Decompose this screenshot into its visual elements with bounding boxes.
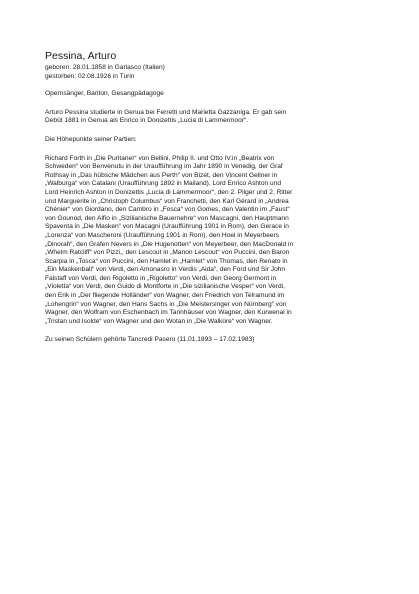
roles-line: „Walburga“ von Catalani (Uraufführung 1892 in Mailand), Lord Enrico Ashton und <box>45 180 282 188</box>
death-info: gestorben: 02.08.1926 in Turin <box>45 72 135 80</box>
intro-paragraph <box>45 109 385 126</box>
roles-line: „Whelm Ratcliff“ von Pizzi,, den Lescout in „Manon Lescout“ von Puccini, den Baron <box>45 249 290 257</box>
roles-line: Falstaff von Verdi, den Rigoletto in „Rigoletto“ von Verdi, den Georg Germont in <box>45 274 277 282</box>
roles-line: Richard Forth in „Die Puritaner“ von Bellini, Philip II. und Otto IV.in „Beatrix von <box>45 154 275 162</box>
roles-line: den Erik in „Der fliegende Holländer“ von Wagner, den Friedrich von Telramund im <box>45 292 285 300</box>
students-line: Zu seinen Schülern gehörte Tancredi Pasero (11.01.1893 – 17.02.1983) <box>45 336 255 344</box>
person-name-heading: Pessina, Arturo <box>45 50 117 62</box>
roles-line: Schweden“ von Benvenutu in der Uraufführung im Jahr 1890 in Venedig, der Graf <box>45 163 283 171</box>
document-page <box>45 50 385 345</box>
roles-line: Spaventa in „Die Masken“ von Macagni (Uraufführung 1901 in Rom), den Gerace in <box>45 223 289 231</box>
profession-line: Opernsänger, Bariton, Gesangpädagoge <box>45 90 164 98</box>
roles-line: Rothsay in „Das hübsche Mädchen aus Perth“ von Bizet, den Vincent Gellner in <box>45 171 278 179</box>
intro-line: Arturo Pessina studierte in Genua bei Ferretti und Marietta Gazzaniga. Er gab sein <box>45 108 287 116</box>
roles-line: „Lohengrin“ von Wagner, den Hans Sachs in „Die Meistersinger von Nürnberg“ von <box>45 300 287 308</box>
roles-line: Wagner, den Wolfram von Eschenbach im Tannhäuser von Wagner, den Kurwenal in <box>45 309 292 317</box>
roles-line: Scarpia in „Tosca“ von Puccini, den Hamlet in „Hamlet“ von Thomas, den Renato in <box>45 257 288 265</box>
roles-line: „Tristan und Isolde“ von Wagner und den Wotan in „Die Walküre“ von Wagner. <box>45 317 273 325</box>
roles-line: „Ein Maskenball“ von Verdi, den Amonasro in Verdis „Aida“, den Ford und Sir John <box>45 266 286 274</box>
roles-paragraph <box>45 155 385 327</box>
roles-line: und Marguerite in „Christoph Columbus“ von Franchetti, den Karl Gérard in „Andrea <box>45 197 289 205</box>
roles-heading: Die Höhepunkte seiner Partien: <box>45 135 137 143</box>
intro-line: Debüt 1881 in Genua als Enrico in Donizettis „Lucia di Lammermoor“. <box>45 117 249 125</box>
birth-info: geboren: 28.01.1858 in Garlasco (Italien) <box>45 64 165 71</box>
roles-line: „Dinorah“, den Grafen Nevers in „Die Hugenotten“ von Meyerbeer, den MacDonald in <box>45 240 294 248</box>
roles-line: „Lorenza“ von Mascheroni (Uraufführung 1901 in Rom), den Hoel in Meyerbeers <box>45 231 280 239</box>
roles-line: „Violetta“ von Verdi, den Guido di Montforte in „Die sizilianische Vesper“ von Verdi, <box>45 283 285 291</box>
roles-line: Lord Heinrich Ashton in Donizettis „Lucia di Lammermoor“, den 2. Pilger und 2. Ritter <box>45 188 293 196</box>
roles-line: Chénier“ von Giordano, den Cambro in „Fosca“ von Gomes, den Valentin im „Faust“ <box>45 206 290 214</box>
roles-line: von Gounod, den Alfio in „Sizilianische Bauernehre“ von Mascagni, den Hauptmann <box>45 214 289 222</box>
